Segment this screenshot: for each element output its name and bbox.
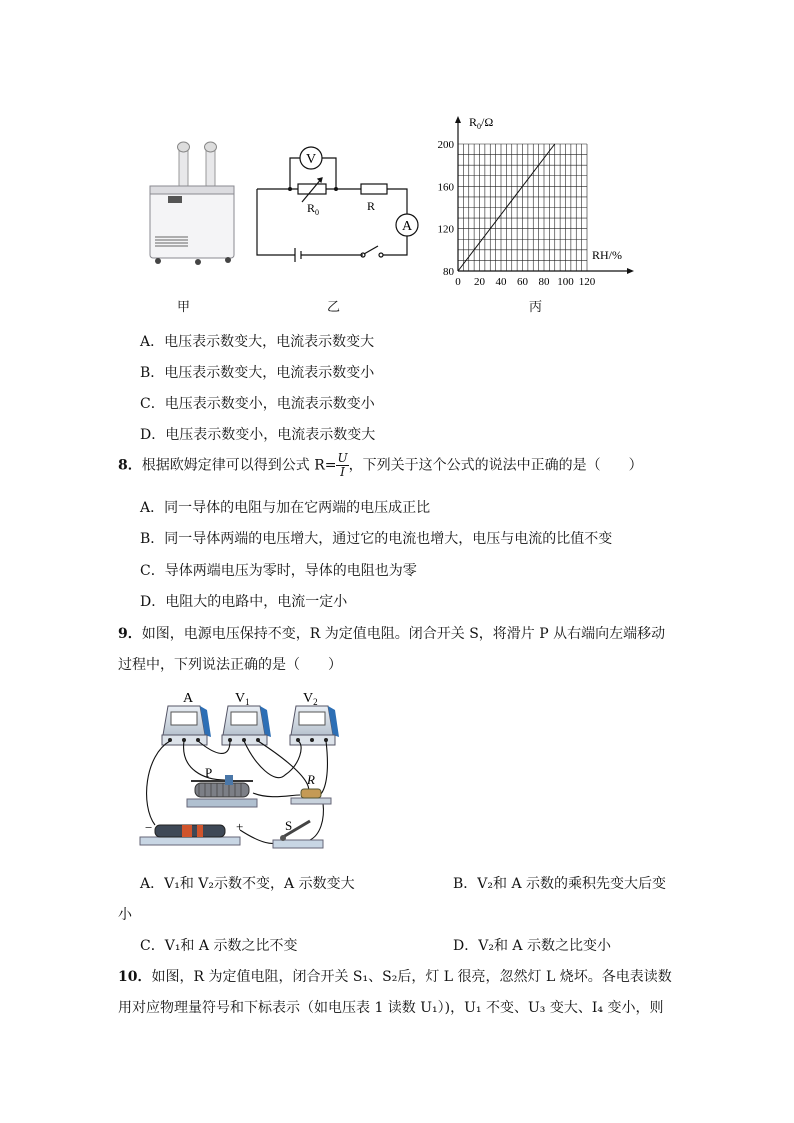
humidifier-image xyxy=(140,138,240,268)
q8-option-c: C．导体两端电压为零时，导体的电阻也为零 xyxy=(140,563,417,579)
svg-text:V1 xyxy=(235,691,250,707)
ammeter-a-label: A xyxy=(183,691,194,706)
rh-graph xyxy=(425,110,640,290)
q8-option-d: D．电阻大的电路中，电流一定小 xyxy=(140,594,348,610)
q9-stem-line1: 9．如图，电源电压保持不变，R 为定值电阻。闭合开关 S，将滑片 P 从右端向左端移动 xyxy=(118,626,666,642)
r-label: R xyxy=(367,199,376,213)
q8-option-a: A．同一导体的电阻与加在它两端的电压成正比 xyxy=(140,500,431,516)
slider-p-label: P xyxy=(205,765,213,780)
x-axis-label: RH/% xyxy=(592,248,622,262)
caption-bing: 丙 xyxy=(529,300,543,315)
ammeter-label: A xyxy=(401,219,413,234)
q9-number: 9． xyxy=(118,626,142,642)
caption-jia: 甲 xyxy=(177,300,191,315)
fraction-numerator: U xyxy=(337,451,348,465)
q10-stem-line1: 10．如图，R 为定值电阻，闭合开关 S₁、S₂后，灯 L 很亮，忽然灯 L 烧坏。各电表读数 xyxy=(118,969,672,985)
voltmeter-v2-label: V xyxy=(303,691,314,706)
x-tick-label: 40 xyxy=(495,276,507,288)
caption-yi: 乙 xyxy=(327,300,341,315)
x-tick-label: 0 xyxy=(455,276,461,288)
x-tick-label: 120 xyxy=(578,276,596,288)
x-tick-label: 100 xyxy=(557,276,574,288)
y-axis-label-subscript: 0 xyxy=(477,122,482,131)
battery-plus: + xyxy=(236,819,244,834)
switch-s-label: S xyxy=(285,818,293,833)
q7-option-b: B．电压表示数变大，电流表示数变小 xyxy=(140,365,375,381)
q9-option-b: B．V₂和 A 示数的乘积先变大后变 xyxy=(453,876,667,892)
q9-option-d: D．V₂和 A 示数之比变小 xyxy=(453,938,611,954)
q10-stem-line2: 用对应物理量符号和下标表示（如电压表 1 读数 U₁）)，U₁ 不变、U₃ 变大、I₄ 变小，则 xyxy=(118,1000,664,1016)
q8-text-before: 根据欧姆定律可以得到公式 R= xyxy=(141,457,337,474)
resistor-r-label: R xyxy=(307,772,315,787)
svg-text:R0 xyxy=(307,201,319,217)
q10-number: 10． xyxy=(118,969,152,985)
q8-option-b: B．同一导体两端的电压增大，通过它的电流也增大，电压与电流的比值不变 xyxy=(140,531,613,547)
y-tick-label: 160 xyxy=(437,181,454,194)
voltmeter-v1-label: V xyxy=(235,691,246,706)
y-axis-arrow xyxy=(455,116,461,123)
svg-text:V2 xyxy=(303,691,318,707)
x-tick-label: 60 xyxy=(517,276,528,288)
q9-stem-line2: 过程中，下列说法正确的是（ ） xyxy=(118,657,342,673)
y-axis-label: R xyxy=(469,115,478,129)
y-tick-label: 120 xyxy=(437,223,454,236)
x-tick-label: 80 xyxy=(538,276,550,288)
battery-minus: − xyxy=(145,820,153,835)
fraction-denominator: I xyxy=(340,465,345,479)
circuit-diagram xyxy=(250,140,425,270)
y-tick-label: 80 xyxy=(443,266,454,278)
voltmeter-v2-subscript: 2 xyxy=(313,697,318,707)
voltmeter-v1-subscript: 1 xyxy=(245,697,250,707)
q9-option-a: A．V₁和 V₂示数不变，A 示数变大 xyxy=(140,876,355,892)
q7-option-a: A．电压表示数变大，电流表示数变大 xyxy=(140,334,375,350)
graph-grid xyxy=(458,144,587,271)
r0-label: R xyxy=(307,201,316,215)
q8-stem xyxy=(118,452,643,479)
y-tick-label: 200 xyxy=(437,139,454,151)
q9-option-b-continued: 小 xyxy=(118,907,132,923)
voltmeter-label: V xyxy=(305,152,317,167)
ohm-formula-fraction xyxy=(336,452,348,479)
svg-text:R0/Ω xyxy=(469,115,493,131)
y-axis-unit: /Ω xyxy=(481,115,494,129)
x-tick-label: 20 xyxy=(474,276,485,288)
q8-text-after: ，下列关于这个公式的说法中正确的是（ ） xyxy=(348,457,643,474)
q7-option-c: C．电压表示数变小，电流表示数变小 xyxy=(140,396,375,412)
x-axis-arrow xyxy=(627,268,634,274)
apparatus-image xyxy=(135,685,345,855)
r0-subscript: 0 xyxy=(315,208,320,217)
q7-option-d: D．电压表示数变小，电流表示数变大 xyxy=(140,427,376,443)
q8-number: 8． xyxy=(118,457,142,474)
q9-option-c: C．V₁和 A 示数之比不变 xyxy=(140,938,298,954)
